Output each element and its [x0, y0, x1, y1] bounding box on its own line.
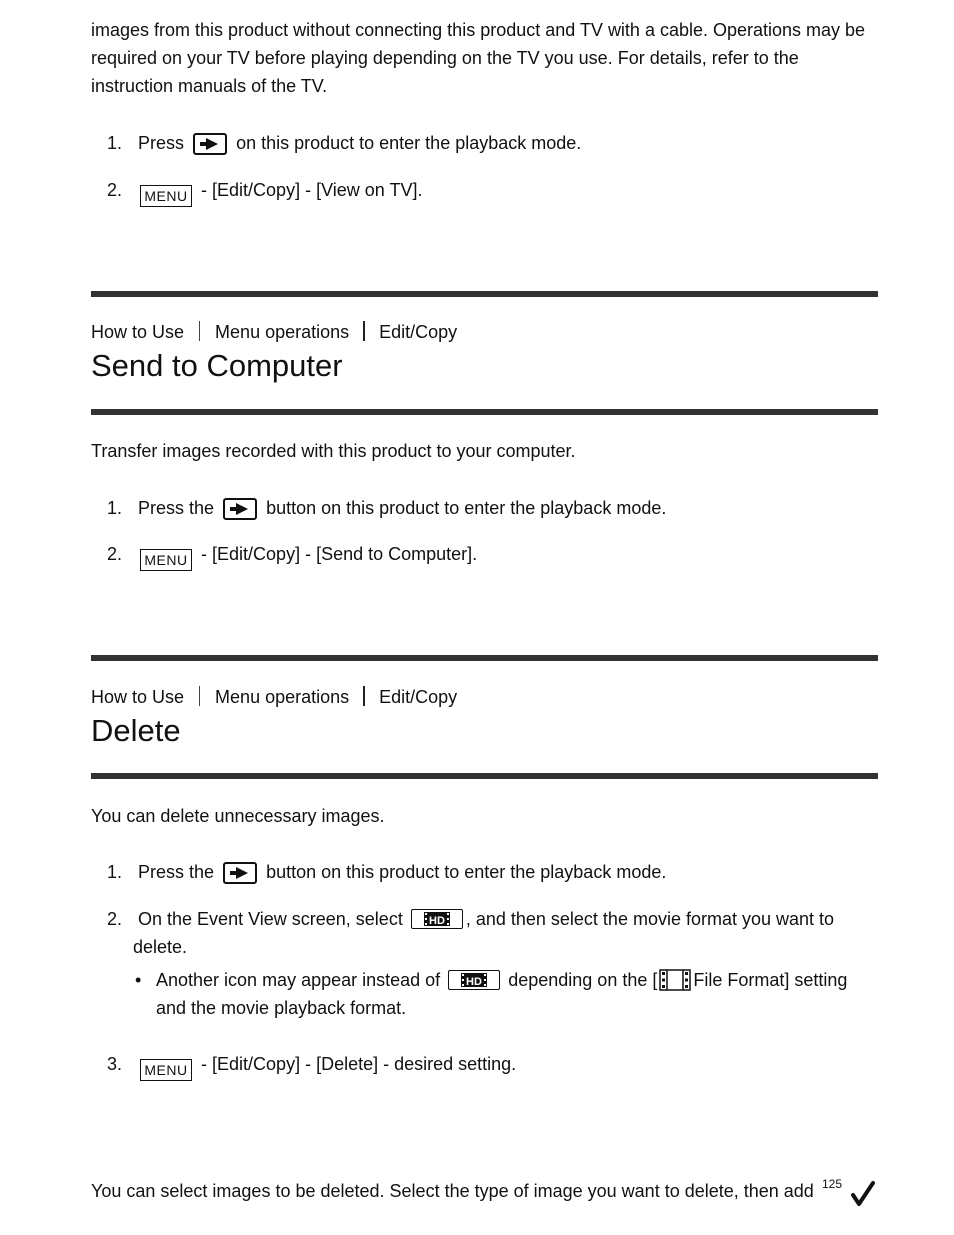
bullet-text-post: File Format] setting — [693, 970, 848, 990]
menu-button-icon: MENU — [140, 185, 192, 207]
step-text-pre: Press the — [138, 498, 215, 518]
intro-step-2 — [107, 176, 422, 207]
menu-button-icon: MENU — [140, 1059, 192, 1081]
delete-step-3 — [107, 1050, 516, 1081]
delete-step-1 — [107, 858, 666, 886]
section-divider — [91, 291, 878, 297]
playback-button-icon — [223, 862, 257, 884]
section-description: Transfer images recorded with this product to your computer. — [91, 441, 576, 461]
step-text-pre: Press the — [138, 862, 215, 882]
breadcrumb-menu-operations[interactable]: Menu operations — [215, 322, 350, 342]
step-text-post: - [Edit/Copy] - [View on TV]. — [201, 180, 423, 200]
hd-movie-format-icon — [411, 909, 463, 929]
step-number: 1. — [107, 133, 123, 153]
playback-button-icon — [223, 498, 257, 520]
playback-button-icon — [193, 133, 227, 155]
send-step-2 — [107, 540, 477, 571]
breadcrumb-edit-copy[interactable]: Edit/Copy — [379, 687, 458, 707]
film-file-format-icon — [659, 969, 691, 991]
checkmark-icon — [850, 1180, 876, 1208]
step-text-post: - [Edit/Copy] - [Send to Computer]. — [201, 544, 478, 564]
bullet-dot: • — [135, 970, 142, 990]
section-description: You can delete unnecessary images. — [91, 806, 385, 826]
menu-button-icon: MENU — [140, 549, 192, 571]
breadcrumb-separator — [199, 321, 200, 341]
svg-text:HD: HD — [466, 976, 483, 988]
step-text-post: , and then select the movie format you want to — [465, 909, 835, 929]
page-number: 125 — [822, 1177, 843, 1191]
step-number: 2. — [107, 180, 123, 200]
breadcrumb — [91, 684, 457, 710]
hd-movie-format-icon — [448, 970, 500, 990]
breadcrumb-edit-copy[interactable]: Edit/Copy — [379, 322, 458, 342]
step-text-post: button on this product to enter the playback mode. — [266, 862, 667, 882]
step-number: 1. — [107, 862, 123, 882]
breadcrumb-separator — [199, 686, 200, 706]
intro-paragraph: images from this product without connecting this product and TV with a cable. Operations may be required on your TV before playing depending on the TV you use. For details, refer to the instruction manuals of the TV. — [91, 20, 866, 96]
svg-text:HD: HD — [428, 915, 445, 927]
footer-paragraph: You can select images to be deleted. Select the type of image you want to delete, then add — [91, 1181, 814, 1201]
breadcrumb-menu-operations[interactable]: Menu operations — [215, 687, 350, 707]
step-text-pre: On the Event View screen, select — [138, 909, 403, 929]
step-text-post: - [Edit/Copy] - [Delete] - desired setting. — [201, 1054, 517, 1074]
bullet-text-mid: depending on the [ — [508, 970, 658, 990]
page-title: Delete — [91, 713, 181, 748]
section-divider — [91, 773, 878, 779]
section-divider — [91, 409, 878, 415]
section-divider — [91, 655, 878, 661]
step-text-post: button on this product to enter the playback mode. — [266, 498, 667, 518]
breadcrumb-separator — [363, 321, 365, 341]
step-text-post: on this product to enter the playback mode. — [236, 133, 582, 153]
step-number: 3. — [107, 1054, 123, 1074]
breadcrumb-separator — [363, 686, 365, 706]
breadcrumb-how-to-use[interactable]: How to Use — [91, 687, 185, 707]
step-text-pre: Press — [138, 133, 185, 153]
note-bullet-continued: and the movie playback format. — [156, 998, 407, 1018]
breadcrumb-how-to-use[interactable]: How to Use — [91, 322, 185, 342]
delete-step-2 — [107, 905, 834, 933]
bullet-text-pre: Another icon may appear instead of — [156, 970, 441, 990]
note-bullet — [135, 966, 880, 994]
step-number: 1. — [107, 498, 123, 518]
step-number: 2. — [107, 544, 123, 564]
delete-step-2-continued: delete. — [133, 937, 188, 957]
intro-step-1 — [107, 129, 581, 157]
step-number: 2. — [107, 909, 123, 929]
breadcrumb — [91, 319, 457, 345]
page-title: Send to Computer — [91, 348, 343, 383]
send-step-1 — [107, 494, 666, 522]
